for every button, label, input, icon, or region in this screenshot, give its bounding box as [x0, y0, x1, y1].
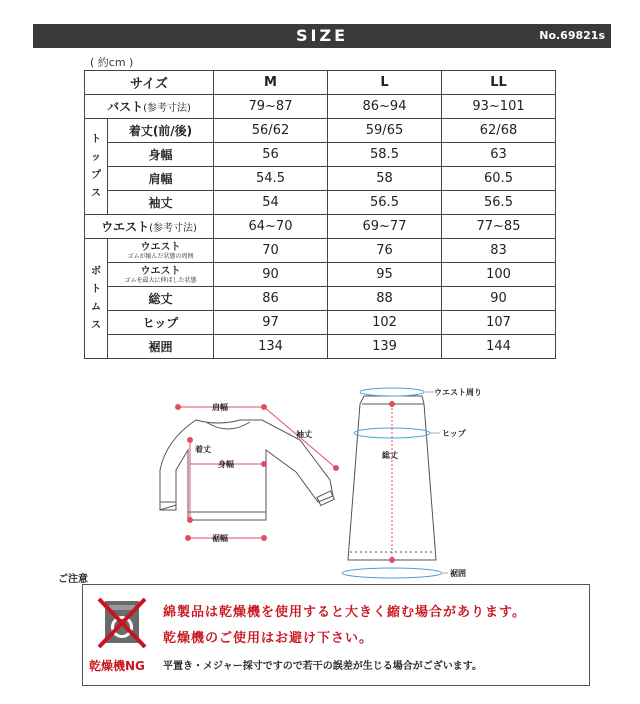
cell: 139	[328, 335, 442, 359]
row-label: ウエスト ゴムを最大に伸ばした状態	[108, 263, 214, 287]
cell: 64~70	[214, 215, 328, 239]
cell: 56/62	[214, 119, 328, 143]
label-hem-width: 裾幅	[212, 534, 228, 543]
cell: 95	[328, 263, 442, 287]
cell: 63	[442, 143, 556, 167]
row-label: 身幅	[108, 143, 214, 167]
ng-label: 乾燥機NG	[89, 659, 145, 673]
cell: 58.5	[328, 143, 442, 167]
head-l: L	[328, 71, 442, 95]
row-label: ヒップ	[108, 311, 214, 335]
bottoms-group-label: ボトムス	[85, 239, 108, 359]
size-title: SIZE	[295, 26, 348, 45]
notice-box	[82, 584, 590, 686]
cell: 56	[214, 143, 328, 167]
head-ll: LL	[442, 71, 556, 95]
cell: 77~85	[442, 215, 556, 239]
head-m: M	[214, 71, 328, 95]
tops-group-label: トップス	[85, 119, 108, 215]
cell: 54	[214, 191, 328, 215]
label-sleeve: 袖丈	[296, 430, 312, 439]
cell: 69~77	[328, 215, 442, 239]
cell: 144	[442, 335, 556, 359]
notice-line-3: 平置き・メジャー採寸ですので若干の誤差が生じる場合がございます。	[163, 661, 482, 672]
label-waist-around: ウエスト周り	[434, 388, 482, 397]
cell: 56.5	[442, 191, 556, 215]
row-label: 総丈	[108, 287, 214, 311]
cell: 107	[442, 311, 556, 335]
cell: 79~87	[214, 95, 328, 119]
row-label: ウエスト ゴムが縮んだ状態の周囲	[108, 239, 214, 263]
cell: 70	[214, 239, 328, 263]
cell: 100	[442, 263, 556, 287]
cell: 86~94	[328, 95, 442, 119]
notice-heading: ご注意	[58, 574, 88, 585]
label-hip: ヒップ	[442, 429, 466, 438]
cell: 59/65	[328, 119, 442, 143]
cell: 93~101	[442, 95, 556, 119]
cell: 97	[214, 311, 328, 335]
waist-label: ウエスト(参考寸法)	[85, 215, 214, 239]
cell: 134	[214, 335, 328, 359]
cell: 83	[442, 239, 556, 263]
cell: 86	[214, 287, 328, 311]
notice-line-2: 乾燥機のご使用はお避け下さい。	[163, 631, 374, 646]
row-label: 裾囲	[108, 335, 214, 359]
head-size: サイズ	[85, 71, 214, 95]
label-body-width: 身幅	[218, 460, 234, 469]
cell: 58	[328, 167, 442, 191]
row-label: 袖丈	[108, 191, 214, 215]
label-total-length: 総丈	[382, 451, 398, 460]
label-hem-around: 裾囲	[450, 569, 466, 578]
bust-label: バスト(参考寸法)	[85, 95, 214, 119]
row-label: 肩幅	[108, 167, 214, 191]
notice-line-1: 綿製品は乾燥機を使用すると大きく縮む場合があります。	[163, 605, 526, 620]
cell: 90	[442, 287, 556, 311]
cell: 90	[214, 263, 328, 287]
cell: 62/68	[442, 119, 556, 143]
cell: 56.5	[328, 191, 442, 215]
product-number: No.69821s	[539, 29, 605, 42]
label-shoulder: 肩幅	[212, 403, 228, 412]
unit-note: ( 約cm )	[90, 56, 134, 69]
cell: 102	[328, 311, 442, 335]
dryer-ng-icon	[95, 597, 149, 649]
cell: 60.5	[442, 167, 556, 191]
label-length: 着丈	[195, 445, 211, 454]
cell: 76	[328, 239, 442, 263]
row-label: 着丈(前/後)	[108, 119, 214, 143]
cell: 54.5	[214, 167, 328, 191]
cell: 88	[328, 287, 442, 311]
